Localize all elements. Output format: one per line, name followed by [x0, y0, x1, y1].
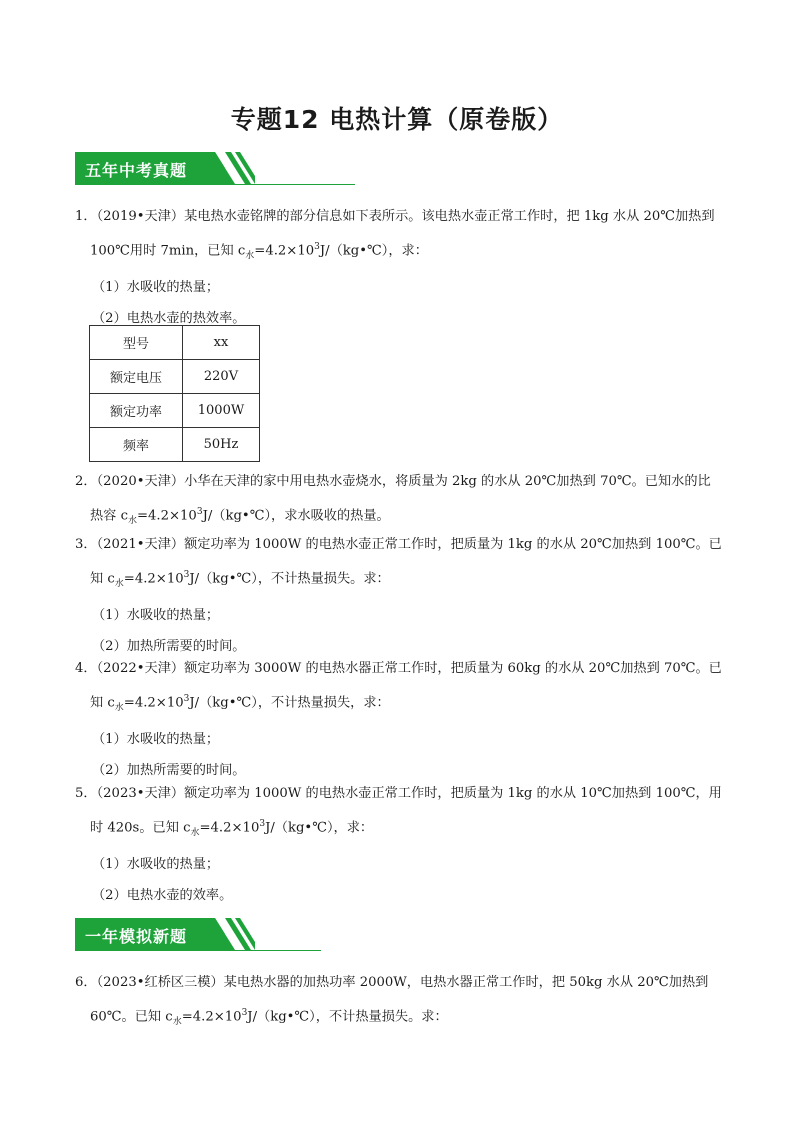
- banner-label: 五年中考真题: [85, 161, 188, 180]
- banner-rule: [75, 950, 321, 951]
- question-line: 4．（2022•天津）额定功率为 3000W 的电热水器正常工作时，把质量为 60kg 的水从 20℃加热到 70℃。已: [75, 661, 722, 676]
- banner-rule: [75, 184, 355, 185]
- question-line: 2．（2020•天津）小华在天津的家中用电热水壶烧水，将质量为 2kg 的水从 20℃加热到 70℃。已知水的比: [75, 474, 711, 489]
- sub-question: （2）加热所需要的时间。: [92, 639, 246, 655]
- question-5: [75, 778, 725, 911]
- sub-question: （1）水吸收的热量；: [92, 732, 220, 748]
- question-line: 知 $c_水=4.2\times 10^3J/(kg•℃)$，不计热量损失。求：: [90, 570, 390, 590]
- question-line: 时 420s。已知 $c_水=4.2\times 10^3J/(kg•℃)$，求：: [90, 819, 374, 839]
- banner-label: 一年模拟新题: [85, 927, 188, 946]
- question-4: [75, 653, 725, 786]
- sub-question: （2）电热水壶的热效率。: [92, 311, 246, 327]
- question-line: 知 $c_水=4.2\times 10^3J/(kg•℃)$，不计热量损失，求：: [90, 694, 390, 714]
- question-1: [75, 201, 725, 334]
- table-row: 频率 50Hz: [90, 428, 260, 462]
- sub-question: （1）水吸收的热量；: [92, 857, 220, 873]
- spec-table: [89, 325, 260, 462]
- question-line: 60℃。已知 $c_水=4.2\times 10^3J/(kg•℃)$，不计热量损失。求：: [90, 1008, 448, 1028]
- sub-question: （1）水吸收的热量；: [92, 608, 220, 624]
- sub-question: （2）电热水壶的效率。: [92, 888, 233, 904]
- sub-question: （1）水吸收的热量；: [92, 280, 220, 296]
- question-line: 3．（2021•天津）额定功率为 1000W 的电热水壶正常工作时，把质量为 1kg 的水从 20℃加热到 100℃。已: [75, 537, 722, 552]
- question-2: [75, 466, 725, 537]
- table-row: 额定电压 220V: [90, 360, 260, 394]
- stripes-icon: [195, 918, 255, 951]
- question-line: 热容 $c_水=4.2\times 10^3J/(kg•℃)$，求水吸收的热量。: [90, 507, 390, 527]
- question-6: [75, 967, 725, 1038]
- question-3: [75, 529, 725, 662]
- sub-question: （2）加热所需要的时间。: [92, 763, 246, 779]
- question-line: 6．（2023•红桥区三模）某电热水器的加热功率 2000W，电热水器正常工作时，把 50kg 水从 20℃加热到: [75, 975, 709, 990]
- page-title: 专题12 电热计算（原卷版）: [230, 105, 564, 134]
- stripes-icon: [195, 152, 255, 185]
- table-row: 型号 xx: [90, 326, 260, 360]
- section-banner-real-exams: [75, 152, 355, 186]
- question-line: 100℃用时 7min，已知 $c_水=4.2\times 10^3J/(kg•℃)$，求：: [90, 242, 428, 262]
- table-row: 额定功率 1000W: [90, 394, 260, 428]
- question-line: 1．（2019•天津）某电热水壶铭牌的部分信息如下表所示。该电热水壶正常工作时，把 1kg 水从 20℃加热到: [75, 209, 715, 224]
- section-banner-mock-exams: [75, 918, 321, 952]
- question-line: 5．（2023•天津）额定功率为 1000W 的电热水壶正常工作时，把质量为 1kg 的水从 10℃加热到 100℃，用: [75, 786, 722, 801]
